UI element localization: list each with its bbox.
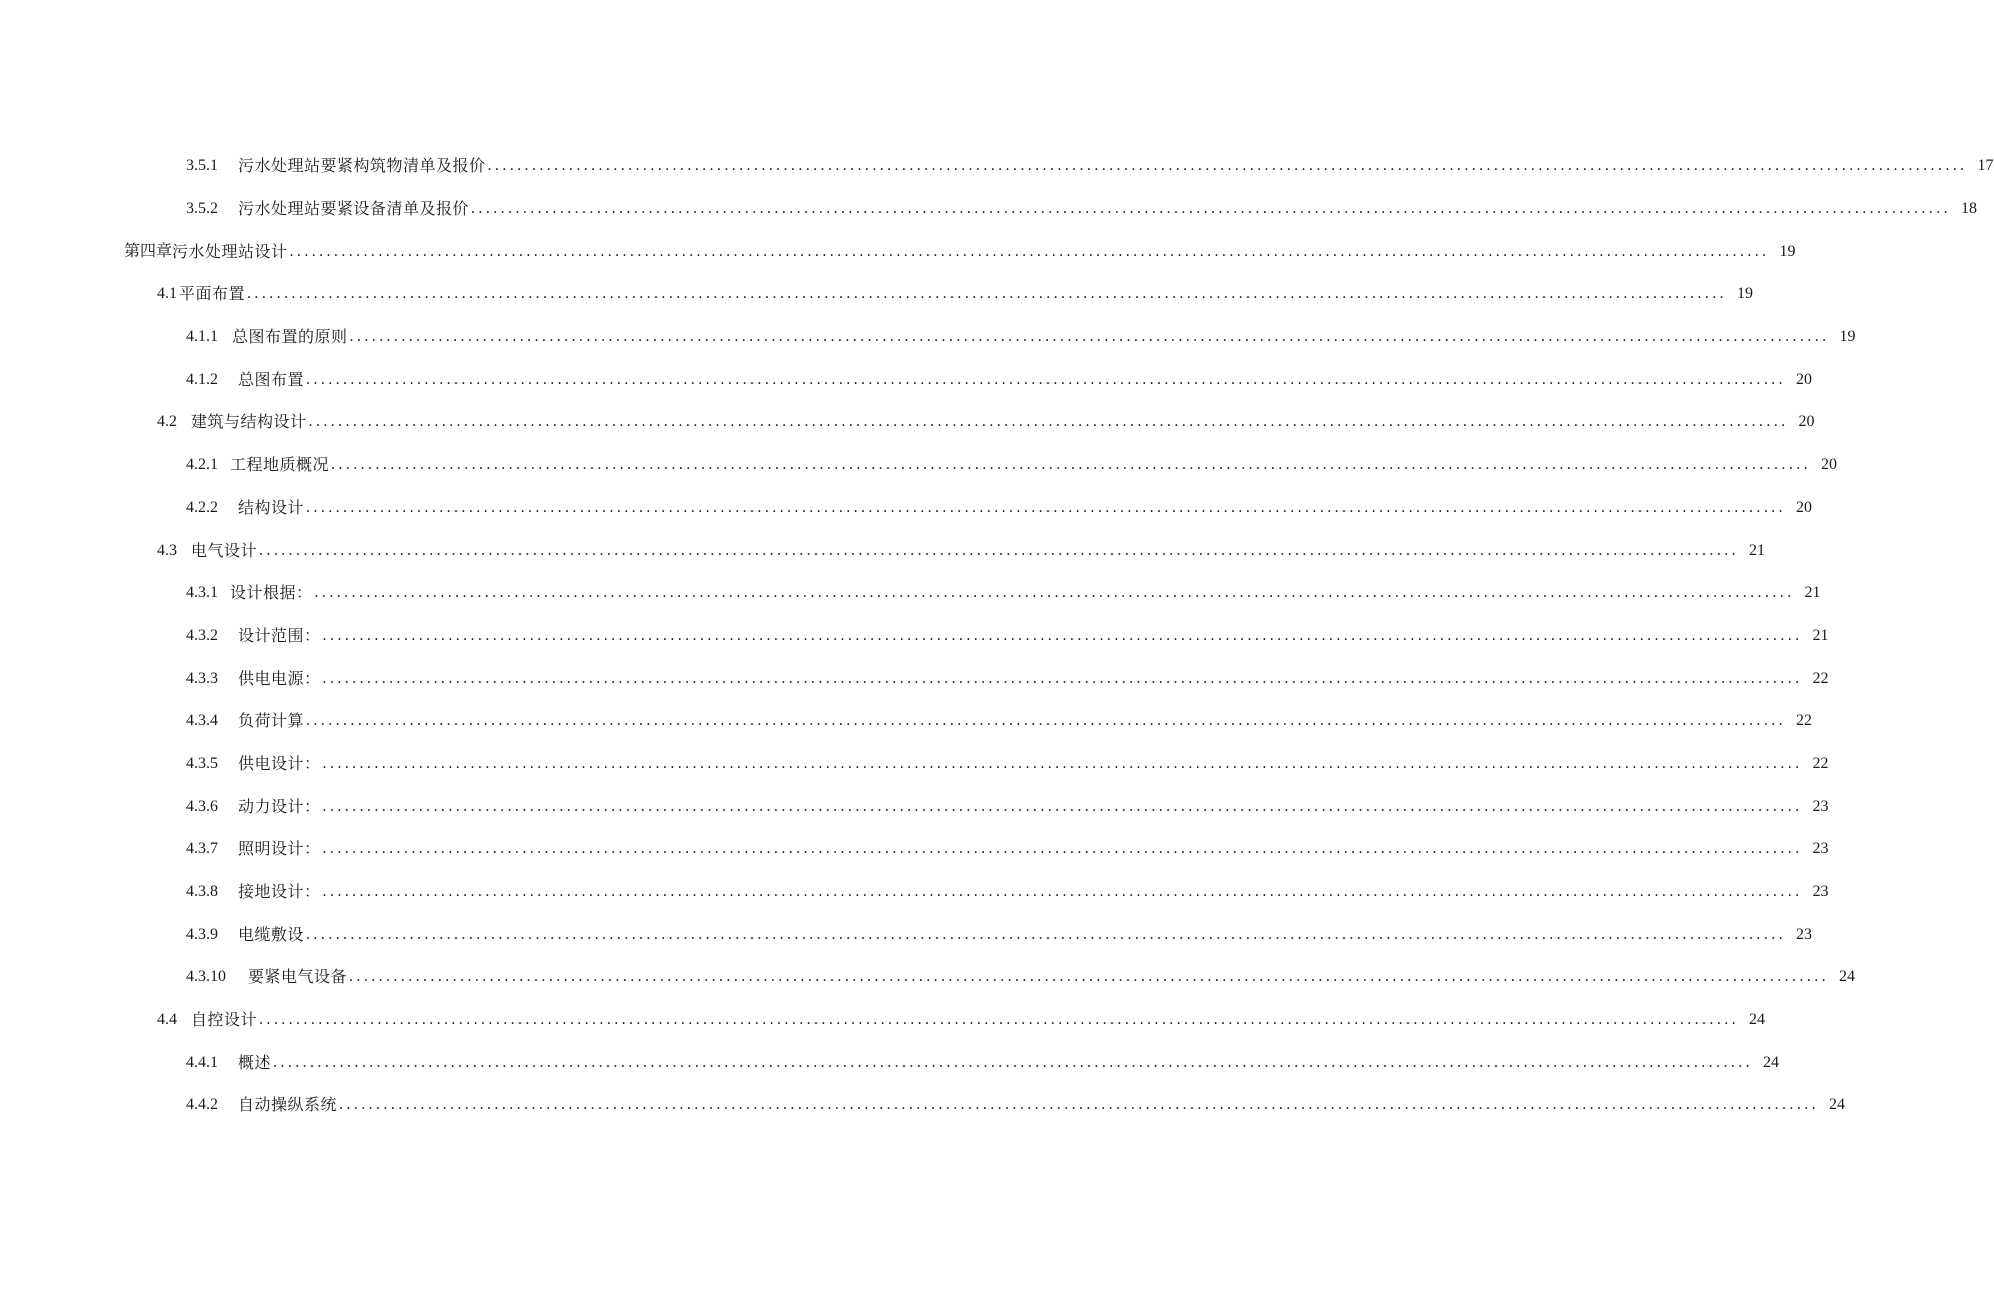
toc-entry-number: 3.5.2 <box>186 200 218 218</box>
toc-entry[interactable] <box>0 615 1829 658</box>
toc-entry-number: 4.3.10 <box>186 968 226 986</box>
toc-entry-number: 4.2.1 <box>186 456 218 474</box>
toc-entry[interactable] <box>0 743 1829 786</box>
toc-entry[interactable] <box>0 316 1856 359</box>
toc-entry-title: 动力设计： <box>238 796 321 816</box>
toc-entry[interactable] <box>0 230 1796 273</box>
toc-entry-number: 4.2.2 <box>186 498 218 516</box>
toc-entry-page-number: 23 <box>1812 883 1829 901</box>
toc-entry-title: 负荷计算 <box>238 711 305 731</box>
toc-entry-page-number: 21 <box>1812 626 1829 644</box>
toc-entry-title: 接地设计： <box>238 882 321 902</box>
toc-entry-number: 4.3.7 <box>186 840 218 858</box>
toc-entry[interactable] <box>0 657 1829 700</box>
toc-entry-leader-dots: ........................................................................................................................................................................................................ <box>259 541 1740 559</box>
toc-entry-page-number: 24 <box>1829 1096 1846 1114</box>
toc-entry-number: 4.4.2 <box>186 1096 218 1114</box>
toc-entry-number: 4.3 <box>157 541 177 559</box>
toc-entry-title: 设计根据： <box>230 583 313 603</box>
toc-entry-page-number: 23 <box>1812 840 1829 858</box>
toc-entry-number: 4.4.1 <box>186 1053 218 1071</box>
toc-entry-title: 电气设计 <box>191 540 258 560</box>
toc-entry-leader-dots: ........................................................................................................................................................................................................ <box>306 925 1787 943</box>
toc-entry-leader-dots: ........................................................................................................................................................................................................ <box>349 968 1830 986</box>
toc-entry-page-number: 24 <box>1763 1053 1780 1071</box>
toc-entry[interactable] <box>0 358 1813 401</box>
table-of-contents <box>0 145 1994 1127</box>
toc-entry-title: 设计范围： <box>238 625 321 645</box>
toc-entry[interactable] <box>0 188 1978 231</box>
toc-entry-leader-dots: ........................................................................................................................................................................................................ <box>306 712 1787 730</box>
toc-entry-page-number: 21 <box>1749 541 1766 559</box>
toc-entry[interactable] <box>0 529 1766 572</box>
toc-entry-page-number: 23 <box>1812 797 1829 815</box>
toc-entry-title: 工程地质概况 <box>230 455 330 475</box>
toc-entry-page-number: 17 <box>1977 157 1994 175</box>
toc-entry[interactable] <box>0 487 1813 530</box>
toc-entry-number: 4.1.2 <box>186 370 218 388</box>
toc-entry-title: 要紧电气设备 <box>248 967 348 987</box>
toc-entry-page-number: 22 <box>1812 754 1829 772</box>
toc-entry-title: 供电设计： <box>238 753 321 773</box>
toc-entry[interactable] <box>0 999 1766 1042</box>
toc-entry-title: 概述 <box>238 1052 272 1072</box>
toc-entry-number: 4.3.5 <box>186 754 218 772</box>
toc-entry[interactable] <box>0 273 1754 316</box>
toc-entry-number: 4.3.2 <box>186 626 218 644</box>
toc-entry-page-number: 23 <box>1796 925 1813 943</box>
toc-entry-title: 污水处理站要紧设备清单及报价 <box>238 199 470 219</box>
toc-entry-leader-dots: ........................................................................................................................................................................................................ <box>306 498 1787 516</box>
toc-entry-page-number: 20 <box>1796 370 1813 388</box>
toc-entry[interactable] <box>0 828 1829 871</box>
toc-entry[interactable] <box>0 444 1838 487</box>
toc-entry-number: 3.5.1 <box>186 157 218 175</box>
toc-entry[interactable] <box>0 145 1994 188</box>
toc-entry-leader-dots: ........................................................................................................................................................................................................ <box>349 328 1830 346</box>
toc-entry-leader-dots: ........................................................................................................................................................................................................ <box>322 840 1803 858</box>
toc-entry[interactable] <box>0 871 1829 914</box>
toc-entry[interactable] <box>0 1041 1780 1084</box>
toc-entry-leader-dots: ........................................................................................................................................................................................................ <box>322 883 1803 901</box>
toc-entry-leader-dots: ........................................................................................................................................................................................................ <box>487 157 1968 175</box>
toc-entry[interactable] <box>0 913 1813 956</box>
toc-entry-title: 平面布置 <box>179 284 246 304</box>
toc-entry-leader-dots: ........................................................................................................................................................................................................ <box>471 200 1952 218</box>
toc-entry-title: 污水处理站设计 <box>172 241 288 261</box>
toc-entry-number: 4.4 <box>157 1011 177 1029</box>
toc-entry-leader-dots: ........................................................................................................................................................................................................ <box>322 626 1803 644</box>
toc-entry[interactable] <box>0 1084 1846 1127</box>
toc-entry-number: 4.3.8 <box>186 883 218 901</box>
toc-entry-number: 4.3.9 <box>186 925 218 943</box>
toc-entry-title: 自动操纵系统 <box>238 1095 338 1115</box>
toc-entry[interactable] <box>0 956 1856 999</box>
toc-entry-page-number: 22 <box>1812 669 1829 687</box>
toc-entry-number: 4.1.1 <box>186 328 218 346</box>
toc-entry-page-number: 24 <box>1839 968 1856 986</box>
toc-entry-number: 4.3.3 <box>186 669 218 687</box>
toc-entry-title: 建筑与结构设计 <box>191 412 307 432</box>
toc-entry-page-number: 19 <box>1779 242 1796 260</box>
toc-entry-number: 4.3.6 <box>186 797 218 815</box>
toc-entry-page-number: 22 <box>1796 712 1813 730</box>
toc-entry-title: 供电电源： <box>238 668 321 688</box>
toc-entry-page-number: 20 <box>1821 456 1838 474</box>
toc-entry-title: 总图布置的原则 <box>232 327 348 347</box>
toc-entry-number: 4.3.4 <box>186 712 218 730</box>
toc-entry-leader-dots: ........................................................................................................................................................................................................ <box>289 242 1770 260</box>
toc-entry-leader-dots: ........................................................................................................................................................................................................ <box>339 1096 1820 1114</box>
toc-entry-leader-dots: ........................................................................................................................................................................................................ <box>308 413 1789 431</box>
toc-entry-title: 电缆敷设 <box>238 924 305 944</box>
toc-entry-page-number: 20 <box>1798 413 1815 431</box>
toc-entry[interactable] <box>0 700 1813 743</box>
toc-entry-page-number: 20 <box>1796 498 1813 516</box>
toc-entry-number: 第四章 <box>124 242 173 260</box>
toc-entry-page-number: 21 <box>1804 584 1821 602</box>
toc-entry-leader-dots: ........................................................................................................................................................................................................ <box>331 456 1812 474</box>
toc-entry-leader-dots: ........................................................................................................................................................................................................ <box>259 1011 1740 1029</box>
toc-entry-title: 自控设计 <box>191 1010 258 1030</box>
toc-entry-number: 4.3.1 <box>186 584 218 602</box>
toc-entry-leader-dots: ........................................................................................................................................................................................................ <box>247 285 1728 303</box>
toc-entry-title: 结构设计 <box>238 497 305 517</box>
toc-entry-leader-dots: ........................................................................................................................................................................................................ <box>314 584 1795 602</box>
toc-entry-title: 总图布置 <box>238 369 305 389</box>
toc-entry-page-number: 24 <box>1749 1011 1766 1029</box>
toc-entry-leader-dots: ........................................................................................................................................................................................................ <box>322 797 1803 815</box>
toc-entry-page-number: 19 <box>1737 285 1754 303</box>
toc-entry-leader-dots: ........................................................................................................................................................................................................ <box>273 1053 1754 1071</box>
toc-entry-leader-dots: ........................................................................................................................................................................................................ <box>322 754 1803 772</box>
toc-entry-leader-dots: ........................................................................................................................................................................................................ <box>306 370 1787 388</box>
toc-entry-title: 污水处理站要紧构筑物清单及报价 <box>238 156 486 176</box>
toc-entry[interactable] <box>0 572 1821 615</box>
toc-entry-number: 4.1 <box>157 285 177 303</box>
toc-entry-number: 4.2 <box>157 413 177 431</box>
toc-entry-leader-dots: ........................................................................................................................................................................................................ <box>322 669 1803 687</box>
toc-entry-page-number: 19 <box>1839 328 1856 346</box>
toc-entry[interactable] <box>0 785 1829 828</box>
toc-entry-page-number: 18 <box>1961 200 1978 218</box>
toc-entry[interactable] <box>0 401 1815 444</box>
toc-entry-title: 照明设计： <box>238 839 321 859</box>
